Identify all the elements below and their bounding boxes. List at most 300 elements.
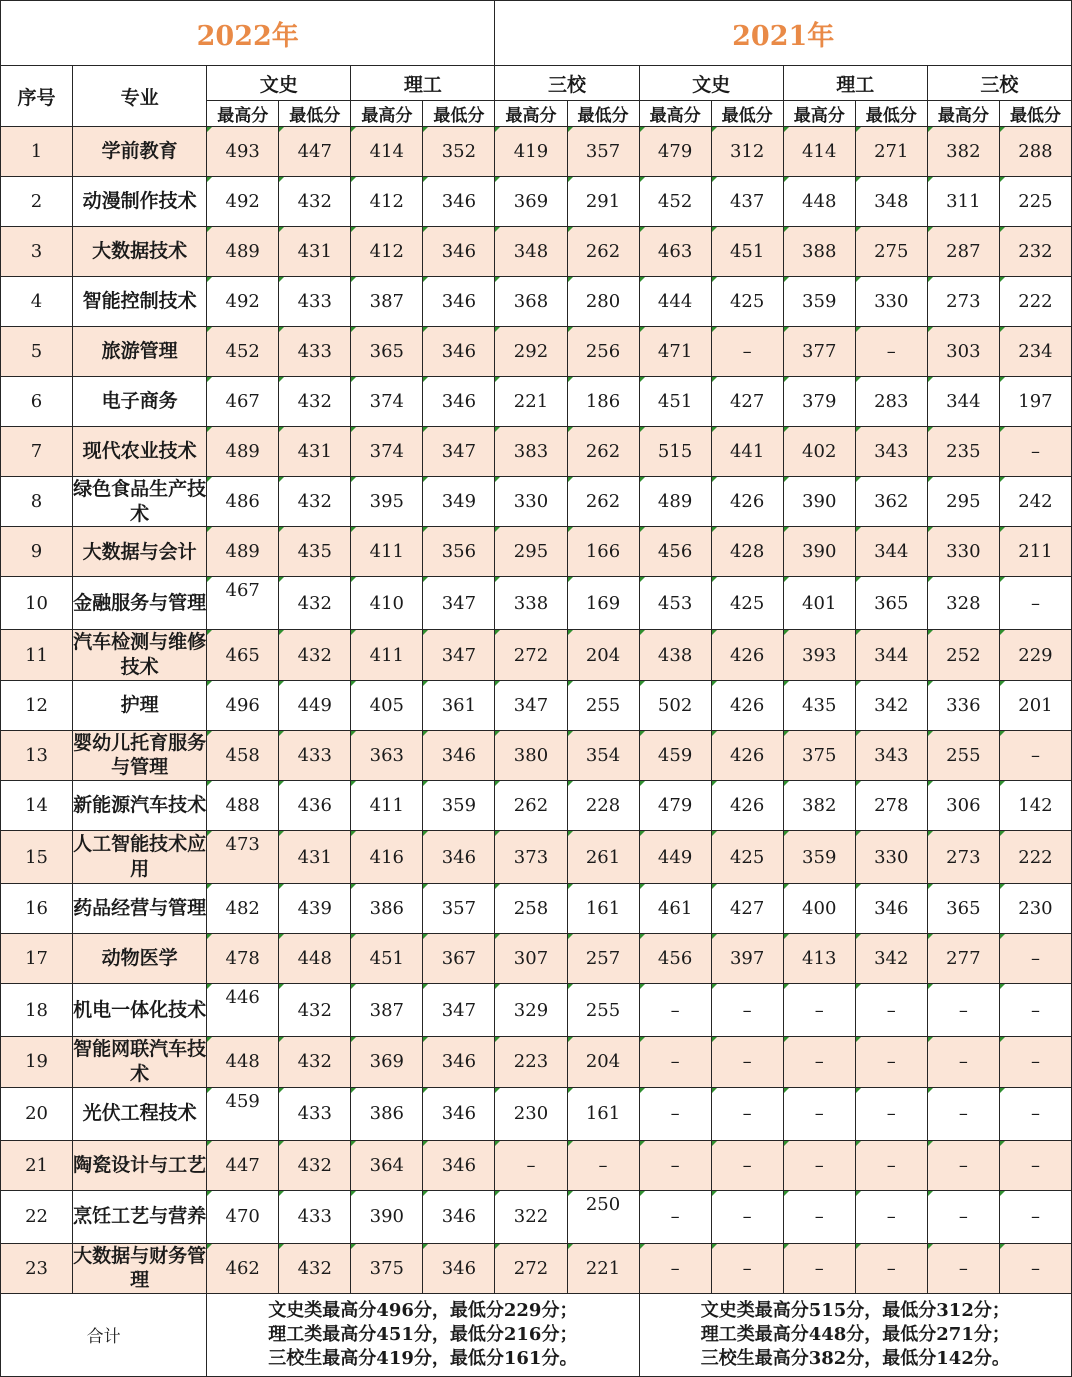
max-score-cell: – (639, 1087, 711, 1140)
max-score-cell: 287 (927, 227, 999, 277)
min-score-cell: 426 (711, 630, 783, 680)
table-row (1, 1087, 1072, 1140)
min-score-cell: 432 (279, 377, 351, 427)
max-score-cell: 380 (495, 730, 567, 780)
max-score-cell: 479 (639, 781, 711, 831)
max-score-cell: 402 (783, 427, 855, 477)
max-score-cell: 311 (927, 177, 999, 227)
summary-2022-line: 三校生最高分419分，最低分161分。 (268, 1347, 578, 1369)
max-score-cell: 411 (351, 630, 423, 680)
max-score-cell: 452 (207, 327, 279, 377)
min-score-cell: – (855, 1087, 927, 1140)
max-score-cell: 255 (927, 730, 999, 780)
min-score-cell: 435 (279, 527, 351, 577)
row-major: 学前教育 (73, 127, 207, 177)
min-score-cell: 427 (711, 884, 783, 934)
min-score-cell: – (999, 1087, 1071, 1140)
group-header-2022-sanxiao: 三校 (495, 66, 639, 101)
max-score-cell: 388 (783, 227, 855, 277)
max-score-cell: 330 (495, 477, 567, 527)
max-score-cell: – (927, 1087, 999, 1140)
min-score-cell: 330 (855, 277, 927, 327)
max-score-cell: 328 (927, 577, 999, 630)
min-score-cell: 261 (567, 831, 639, 884)
min-score-cell: 344 (855, 527, 927, 577)
min-score-cell: 357 (567, 127, 639, 177)
min-score-cell: 432 (279, 1140, 351, 1190)
max-score-cell: 382 (927, 127, 999, 177)
max-score-cell: – (783, 1190, 855, 1243)
max-score-cell: 223 (495, 1037, 567, 1087)
max-score-cell: 448 (783, 177, 855, 227)
max-score-cell: 390 (783, 477, 855, 527)
min-score-cell: – (711, 1087, 783, 1140)
min-score-cell: 431 (279, 427, 351, 477)
max-score-cell: 359 (783, 277, 855, 327)
min-score-cell: 201 (999, 680, 1071, 730)
row-seq: 8 (1, 477, 73, 527)
min-score-cell: 347 (423, 577, 495, 630)
max-score-header: 最高分 (495, 101, 567, 127)
max-score-cell: 448 (207, 1037, 279, 1087)
min-score-cell: – (999, 1190, 1071, 1243)
row-seq: 17 (1, 934, 73, 984)
max-score-cell: 479 (639, 127, 711, 177)
max-score-cell: 365 (927, 884, 999, 934)
max-score-cell: 467 (207, 377, 279, 427)
max-score-cell: 410 (351, 577, 423, 630)
min-score-cell: 346 (423, 1243, 495, 1293)
max-score-cell: 473 (207, 831, 279, 884)
table-row (1, 984, 1072, 1037)
min-score-cell: 166 (567, 527, 639, 577)
min-score-cell: – (999, 1243, 1071, 1293)
min-score-cell: 425 (711, 577, 783, 630)
min-score-cell: 346 (855, 884, 927, 934)
min-score-cell: 271 (855, 127, 927, 177)
max-score-cell: 401 (783, 577, 855, 630)
min-score-cell: 161 (567, 1087, 639, 1140)
max-score-cell: 375 (783, 730, 855, 780)
min-score-cell: 228 (567, 781, 639, 831)
min-score-cell: 451 (711, 227, 783, 277)
min-score-cell: 449 (279, 680, 351, 730)
min-score-cell: 427 (711, 377, 783, 427)
max-score-cell: 489 (207, 527, 279, 577)
group-header-2022-wenshi: 文史 (207, 66, 351, 101)
group-header-2021-wenshi: 文史 (639, 66, 783, 101)
max-score-cell: 295 (495, 527, 567, 577)
min-score-cell: 225 (999, 177, 1071, 227)
min-score-cell: 448 (279, 934, 351, 984)
max-score-cell: 258 (495, 884, 567, 934)
min-score-cell: 425 (711, 831, 783, 884)
summary-2021-line: 文史类最高分515分，最低分312分； (700, 1300, 1010, 1322)
table-row (1, 527, 1072, 577)
min-score-cell: 344 (855, 630, 927, 680)
row-major: 护理 (73, 680, 207, 730)
row-major: 大数据技术 (73, 227, 207, 277)
max-score-cell: 470 (207, 1190, 279, 1243)
table-row (1, 831, 1072, 884)
category-header-row (1, 66, 1072, 101)
max-score-cell: 329 (495, 984, 567, 1037)
max-score-cell: 295 (927, 477, 999, 527)
min-score-cell: 426 (711, 680, 783, 730)
min-score-cell: – (567, 1140, 639, 1190)
min-score-cell: 357 (423, 884, 495, 934)
max-score-cell: 235 (927, 427, 999, 477)
table-row (1, 177, 1072, 227)
max-score-cell: 456 (639, 934, 711, 984)
row-major: 婴幼儿托育服务与管理 (73, 730, 207, 780)
min-score-cell: 365 (855, 577, 927, 630)
min-score-cell: 433 (279, 277, 351, 327)
table-row (1, 884, 1072, 934)
max-score-cell: 414 (351, 127, 423, 177)
min-score-cell: 432 (279, 630, 351, 680)
min-score-cell: 428 (711, 527, 783, 577)
summary-label: 合计 (1, 1293, 207, 1376)
min-score-cell: 229 (999, 630, 1071, 680)
max-score-cell: 458 (207, 730, 279, 780)
max-score-cell: 395 (351, 477, 423, 527)
row-seq: 14 (1, 781, 73, 831)
min-score-cell: – (999, 1037, 1071, 1087)
row-major: 人工智能技术应用 (73, 831, 207, 884)
row-major: 大数据与财务管理 (73, 1243, 207, 1293)
min-score-cell: – (855, 1243, 927, 1293)
max-score-cell: 379 (783, 377, 855, 427)
min-score-cell: 425 (711, 277, 783, 327)
min-score-cell: 288 (999, 127, 1071, 177)
table-row (1, 1190, 1072, 1243)
min-score-cell: – (711, 327, 783, 377)
max-score-cell: 386 (351, 1087, 423, 1140)
min-score-cell: – (855, 1037, 927, 1087)
max-score-cell: 411 (351, 781, 423, 831)
max-score-cell: 456 (639, 527, 711, 577)
row-major: 汽车检测与维修技术 (73, 630, 207, 680)
max-score-cell: – (783, 1037, 855, 1087)
min-score-cell: – (999, 427, 1071, 477)
min-score-cell: – (855, 1140, 927, 1190)
min-score-cell: 436 (279, 781, 351, 831)
min-score-cell: 186 (567, 377, 639, 427)
max-score-cell: – (783, 1243, 855, 1293)
max-score-cell: 411 (351, 527, 423, 577)
min-score-cell: 426 (711, 730, 783, 780)
max-score-cell: 390 (783, 527, 855, 577)
row-major: 大数据与会计 (73, 527, 207, 577)
max-score-cell: 447 (207, 1140, 279, 1190)
row-seq: 5 (1, 327, 73, 377)
max-score-cell: 482 (207, 884, 279, 934)
min-score-cell: – (855, 327, 927, 377)
table-row (1, 477, 1072, 527)
max-score-cell: 374 (351, 427, 423, 477)
row-seq: 7 (1, 427, 73, 477)
table-row (1, 630, 1072, 680)
max-score-cell: – (927, 1140, 999, 1190)
row-seq: 15 (1, 831, 73, 884)
row-seq: 20 (1, 1087, 73, 1140)
row-major: 智能控制技术 (73, 277, 207, 327)
min-score-cell: 432 (279, 1037, 351, 1087)
min-score-cell: 221 (567, 1243, 639, 1293)
table-row (1, 1243, 1072, 1293)
max-score-cell: 387 (351, 277, 423, 327)
summary-2021 (639, 1293, 1071, 1376)
min-score-cell: – (855, 1190, 927, 1243)
max-score-cell: 393 (783, 630, 855, 680)
max-score-cell: 221 (495, 377, 567, 427)
min-score-header: 最低分 (999, 101, 1071, 127)
row-major: 智能网联汽车技术 (73, 1037, 207, 1087)
min-score-cell: 204 (567, 630, 639, 680)
max-score-cell: 405 (351, 680, 423, 730)
row-major: 陶瓷设计与工艺 (73, 1140, 207, 1190)
min-score-cell: 431 (279, 227, 351, 277)
max-score-cell: 347 (495, 680, 567, 730)
min-score-cell: 347 (423, 984, 495, 1037)
row-seq: 12 (1, 680, 73, 730)
row-seq: 10 (1, 577, 73, 630)
max-score-cell: – (639, 1243, 711, 1293)
min-score-cell: 255 (567, 680, 639, 730)
min-score-cell: 230 (999, 884, 1071, 934)
min-score-cell: 432 (279, 177, 351, 227)
min-score-cell: 447 (279, 127, 351, 177)
row-major: 电子商务 (73, 377, 207, 427)
max-score-cell: 273 (927, 277, 999, 327)
min-score-cell: 280 (567, 277, 639, 327)
min-score-cell: 211 (999, 527, 1071, 577)
max-score-cell: 451 (351, 934, 423, 984)
year-2022-heading: 2022年 (1, 1, 495, 66)
min-score-cell: – (711, 1190, 783, 1243)
max-score-cell: – (639, 1037, 711, 1087)
summary-2021-line: 理工类最高分448分，最低分271分； (700, 1324, 1010, 1345)
min-score-cell: 346 (423, 1087, 495, 1140)
max-score-cell: – (639, 1190, 711, 1243)
row-seq: 16 (1, 884, 73, 934)
max-score-cell: 459 (639, 730, 711, 780)
min-score-cell: 359 (423, 781, 495, 831)
table-row (1, 1140, 1072, 1190)
min-score-cell: 433 (279, 1190, 351, 1243)
group-header-2022-ligong: 理工 (351, 66, 495, 101)
max-score-cell: 412 (351, 177, 423, 227)
min-score-cell: 347 (423, 427, 495, 477)
max-score-cell: 348 (495, 227, 567, 277)
row-seq: 6 (1, 377, 73, 427)
max-score-cell: 322 (495, 1190, 567, 1243)
max-score-header: 最高分 (783, 101, 855, 127)
row-major: 动物医学 (73, 934, 207, 984)
max-score-cell: – (927, 984, 999, 1037)
min-score-cell: 397 (711, 934, 783, 984)
min-score-cell: 262 (567, 477, 639, 527)
max-score-cell: 471 (639, 327, 711, 377)
max-score-cell: – (783, 984, 855, 1037)
min-score-cell: 250 (567, 1190, 639, 1243)
summary-2022 (207, 1293, 639, 1376)
max-score-cell: 461 (639, 884, 711, 934)
max-score-cell: 375 (351, 1243, 423, 1293)
min-score-cell: 346 (423, 730, 495, 780)
min-score-cell: 234 (999, 327, 1071, 377)
max-score-cell: 515 (639, 427, 711, 477)
min-score-cell: 330 (855, 831, 927, 884)
score-rows (1, 127, 1072, 1294)
min-score-cell: 346 (423, 277, 495, 327)
max-score-cell: 387 (351, 984, 423, 1037)
min-score-cell: 441 (711, 427, 783, 477)
row-major: 绿色食品生产技术 (73, 477, 207, 527)
max-score-cell: – (927, 1190, 999, 1243)
max-score-cell: 386 (351, 884, 423, 934)
min-score-cell: 437 (711, 177, 783, 227)
min-score-cell: 432 (279, 577, 351, 630)
min-score-cell: 256 (567, 327, 639, 377)
summary-2022-line: 文史类最高分496分，最低分229分； (268, 1300, 578, 1322)
min-score-cell: 161 (567, 884, 639, 934)
group-header-2021-ligong: 理工 (783, 66, 927, 101)
min-score-cell: 242 (999, 477, 1071, 527)
max-score-cell: 414 (783, 127, 855, 177)
min-score-cell: 346 (423, 831, 495, 884)
max-score-cell: 453 (639, 577, 711, 630)
min-score-cell: 255 (567, 984, 639, 1037)
row-major: 烹饪工艺与营养 (73, 1190, 207, 1243)
min-score-cell: 222 (999, 831, 1071, 884)
max-score-cell: 462 (207, 1243, 279, 1293)
max-score-cell: 489 (207, 227, 279, 277)
min-score-cell: 346 (423, 327, 495, 377)
max-score-cell: 262 (495, 781, 567, 831)
max-score-cell: 369 (495, 177, 567, 227)
min-score-cell: 356 (423, 527, 495, 577)
max-score-cell: 373 (495, 831, 567, 884)
min-score-cell: 432 (279, 1243, 351, 1293)
summary-2021-line: 三校生最高分382分，最低分142分。 (700, 1347, 1010, 1369)
max-score-cell: 416 (351, 831, 423, 884)
min-score-cell: 343 (855, 730, 927, 780)
max-score-cell: 489 (639, 477, 711, 527)
max-score-cell: 413 (783, 934, 855, 984)
min-score-cell: – (711, 984, 783, 1037)
max-score-cell: 344 (927, 377, 999, 427)
max-score-cell: 383 (495, 427, 567, 477)
min-score-cell: 433 (279, 1087, 351, 1140)
row-seq: 4 (1, 277, 73, 327)
max-score-cell: 459 (207, 1087, 279, 1140)
min-score-cell: 342 (855, 934, 927, 984)
max-score-cell: 444 (639, 277, 711, 327)
min-score-cell: 169 (567, 577, 639, 630)
table-row (1, 1037, 1072, 1087)
table-row (1, 127, 1072, 177)
table-row (1, 680, 1072, 730)
row-major: 新能源汽车技术 (73, 781, 207, 831)
table-row (1, 227, 1072, 277)
row-major: 动漫制作技术 (73, 177, 207, 227)
max-score-cell: 493 (207, 127, 279, 177)
max-score-cell: – (927, 1243, 999, 1293)
max-score-cell: 465 (207, 630, 279, 680)
min-score-cell: 433 (279, 327, 351, 377)
max-score-cell: 377 (783, 327, 855, 377)
min-score-cell: 346 (423, 177, 495, 227)
max-score-cell: 303 (927, 327, 999, 377)
min-score-cell: – (999, 934, 1071, 984)
table-row (1, 577, 1072, 630)
min-score-cell: 432 (279, 984, 351, 1037)
table-row (1, 781, 1072, 831)
min-score-cell: 291 (567, 177, 639, 227)
max-score-cell: 502 (639, 680, 711, 730)
min-score-cell: 222 (999, 277, 1071, 327)
max-score-header: 最高分 (351, 101, 423, 127)
min-score-cell: 232 (999, 227, 1071, 277)
max-score-cell: – (927, 1037, 999, 1087)
max-score-cell: 336 (927, 680, 999, 730)
min-score-cell: 361 (423, 680, 495, 730)
max-score-cell: 492 (207, 177, 279, 227)
max-score-cell: 449 (639, 831, 711, 884)
max-score-cell: 412 (351, 227, 423, 277)
min-score-cell: – (711, 1037, 783, 1087)
max-score-cell: 252 (927, 630, 999, 680)
table-row (1, 427, 1072, 477)
table-row (1, 327, 1072, 377)
min-score-cell: 367 (423, 934, 495, 984)
max-score-cell: 272 (495, 1243, 567, 1293)
max-score-cell: 365 (351, 327, 423, 377)
min-score-cell: 432 (279, 477, 351, 527)
max-score-cell: 273 (927, 831, 999, 884)
row-major: 药品经营与管理 (73, 884, 207, 934)
max-score-cell: 463 (639, 227, 711, 277)
min-score-cell: 342 (855, 680, 927, 730)
min-score-cell: 439 (279, 884, 351, 934)
min-score-cell: 257 (567, 934, 639, 984)
max-score-cell: 492 (207, 277, 279, 327)
row-seq: 19 (1, 1037, 73, 1087)
min-score-cell: – (999, 577, 1071, 630)
table-row (1, 377, 1072, 427)
max-score-cell: – (783, 1140, 855, 1190)
min-score-cell: 362 (855, 477, 927, 527)
min-score-cell: 347 (423, 630, 495, 680)
max-score-header: 最高分 (639, 101, 711, 127)
max-score-cell: 446 (207, 984, 279, 1037)
max-score-cell: 292 (495, 327, 567, 377)
max-score-cell: 306 (927, 781, 999, 831)
row-major: 光伏工程技术 (73, 1087, 207, 1140)
year-header-row (1, 1, 1072, 66)
min-score-cell: – (999, 1140, 1071, 1190)
min-score-header: 最低分 (279, 101, 351, 127)
max-score-cell: 368 (495, 277, 567, 327)
max-score-cell: 390 (351, 1190, 423, 1243)
max-score-cell: 451 (639, 377, 711, 427)
seq-column-header: 序号 (1, 66, 73, 127)
row-seq: 23 (1, 1243, 73, 1293)
max-score-cell: 307 (495, 934, 567, 984)
min-score-cell: 283 (855, 377, 927, 427)
